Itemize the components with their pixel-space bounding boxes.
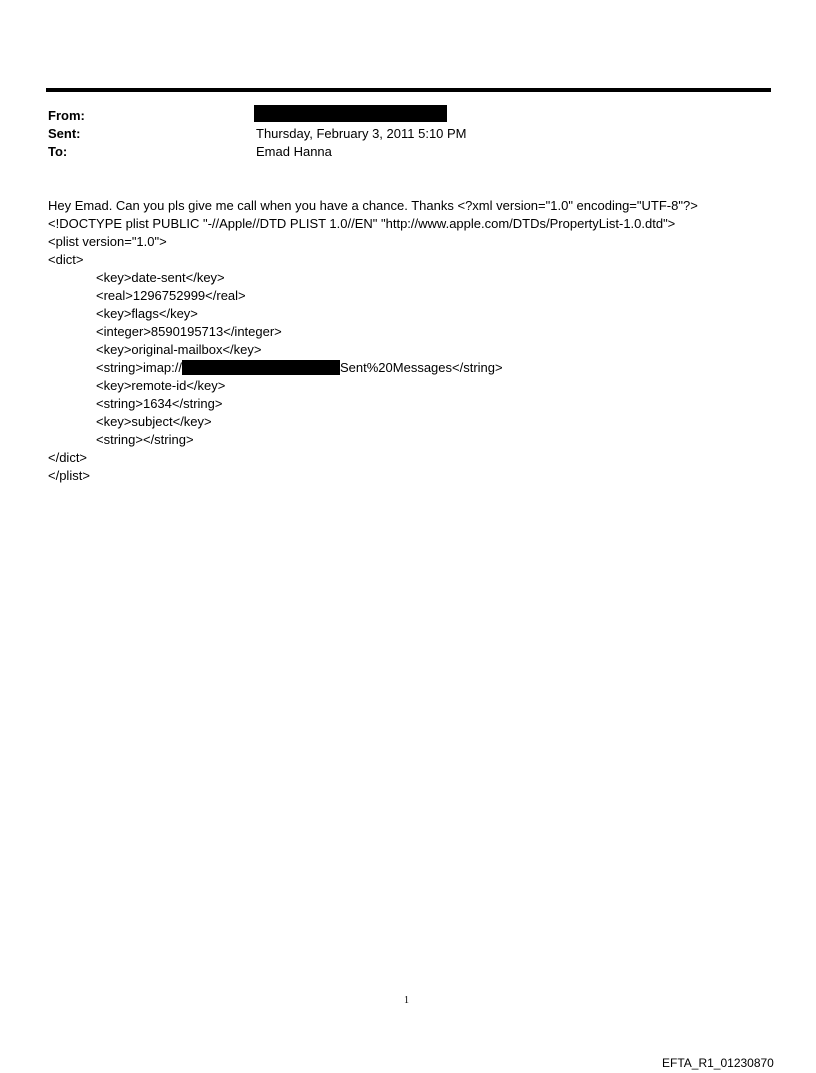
close-dict-line: </dict> <box>48 450 88 465</box>
bates-number: EFTA_R1_01230870 <box>662 1056 774 1070</box>
body-line: <dict> <box>48 252 84 267</box>
dict-line: <real>1296752999</real> <box>96 288 246 303</box>
to-label: To: <box>48 144 68 159</box>
imap-prefix: <string>imap:// <box>96 360 182 375</box>
to-value: Emad Hanna <box>256 144 332 159</box>
close-plist-line: </plist> <box>48 468 90 483</box>
dict-line: <key>remote-id</key> <box>96 378 226 393</box>
from-redaction <box>254 105 447 122</box>
body-line: <!DOCTYPE plist PUBLIC "-//Apple//DTD PLIST 1.0//EN" "http://www.apple.com/DTDs/PropertyList-1.0.dtd"> <box>48 216 676 231</box>
imap-line <box>96 359 503 377</box>
page-number: 1 <box>404 995 409 1006</box>
from-label: From: <box>48 108 85 123</box>
dict-line: <integer>8590195713</integer> <box>96 324 282 339</box>
body-line: Hey Emad. Can you pls give me call when you have a chance. Thanks <?xml version="1.0" encoding="UTF-8"?> <box>48 198 698 213</box>
sent-value: Thursday, February 3, 2011 5:10 PM <box>256 126 467 141</box>
dict-line: <key>subject</key> <box>96 414 212 429</box>
dict-line: <key>flags</key> <box>96 306 198 321</box>
body-line: <plist version="1.0"> <box>48 234 167 249</box>
imap-suffix: Sent%20Messages</string> <box>340 360 503 375</box>
dict-line: <string>1634</string> <box>96 396 223 411</box>
dict-line: <key>original-mailbox</key> <box>96 342 262 357</box>
header-rule <box>46 88 771 92</box>
dict-line: <string></string> <box>96 432 194 447</box>
imap-redaction <box>182 360 340 375</box>
dict-line: <key>date-sent</key> <box>96 270 225 285</box>
sent-label: Sent: <box>48 126 81 141</box>
